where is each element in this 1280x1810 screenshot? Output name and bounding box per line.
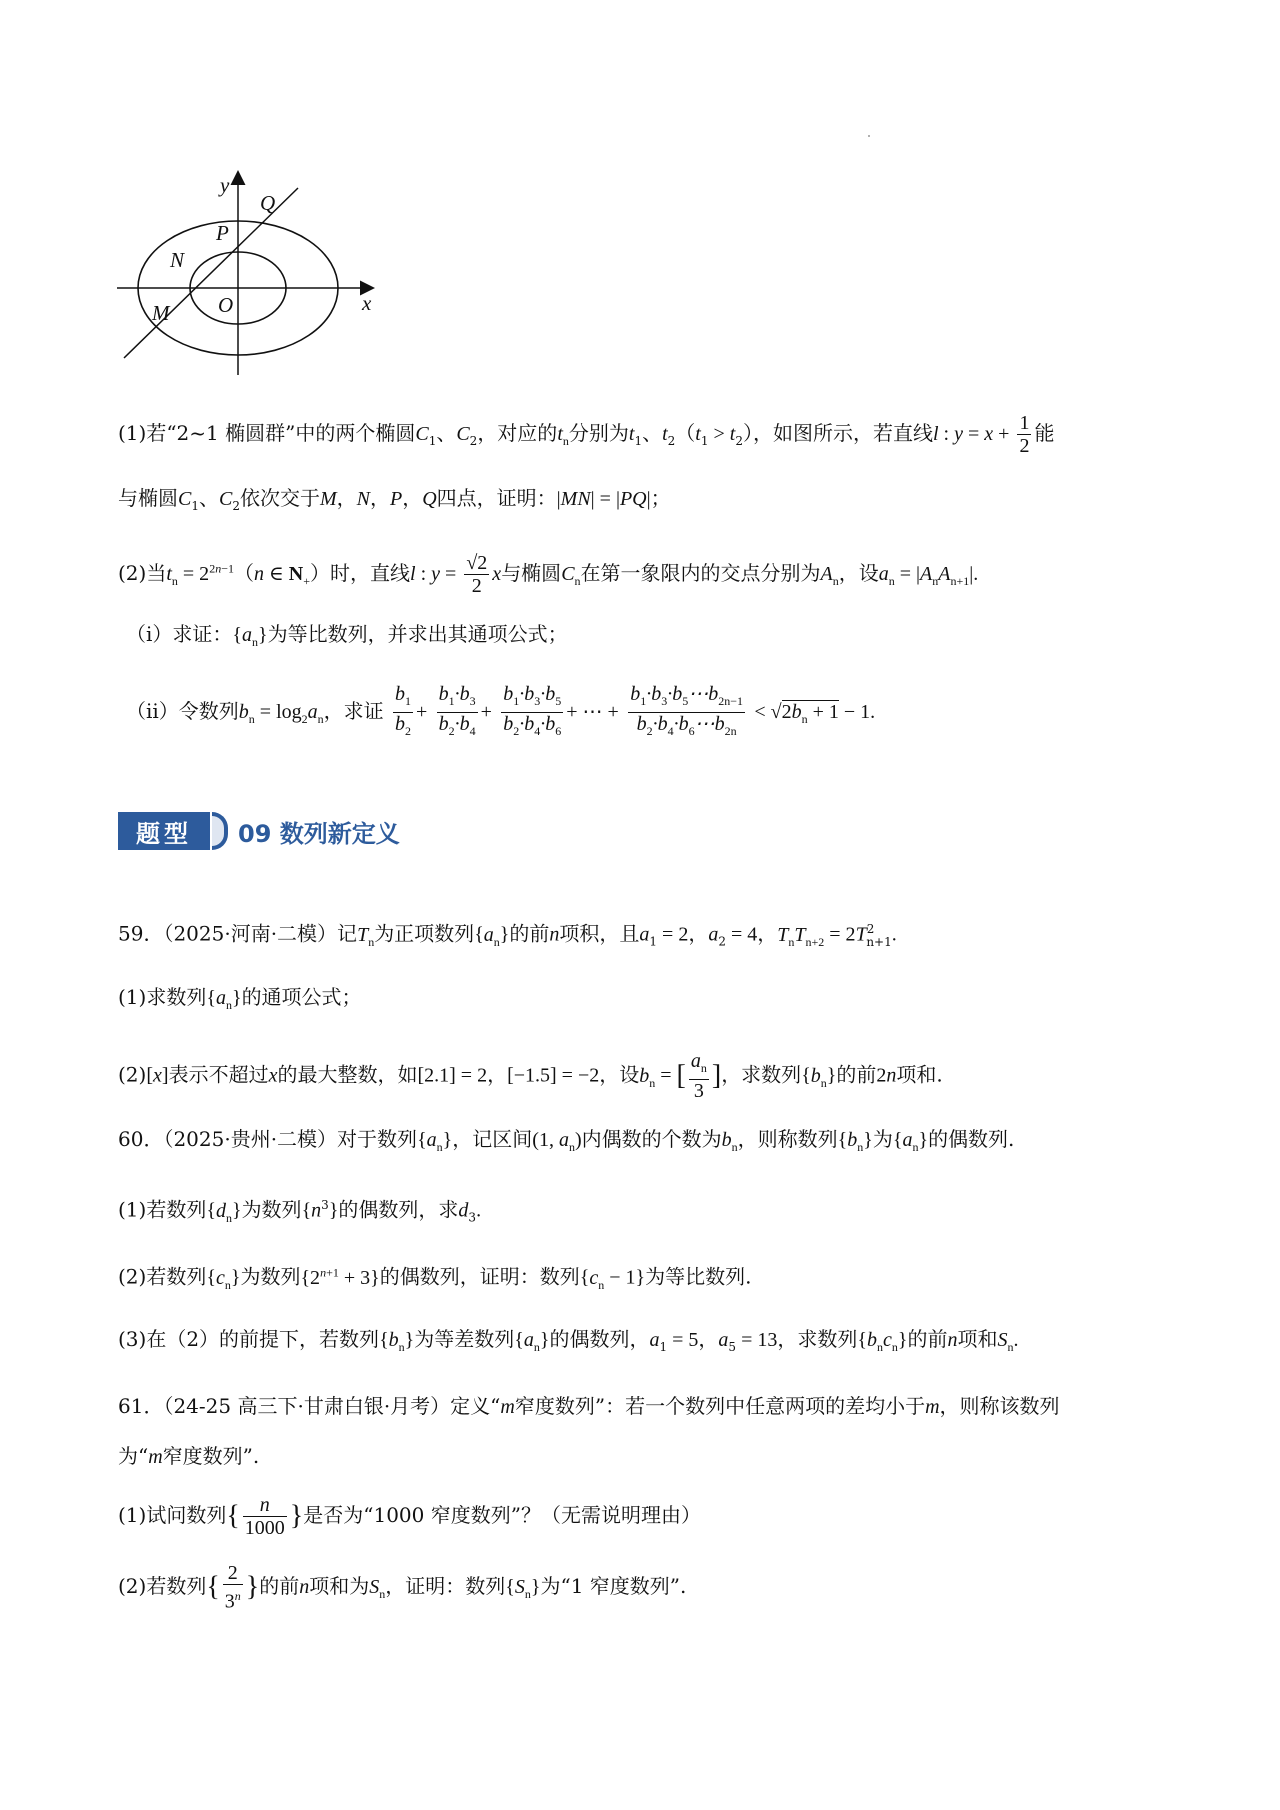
q60-part2: (2)若数列$\{c_n\}$为数列$\{2^{n+1} + 3\}$的偶数列，证明：数列$\{c_n - 1\}$为等比数列. bbox=[118, 1264, 752, 1292]
text: 的通项公式； bbox=[241, 985, 362, 1009]
text: 的前 bbox=[836, 1062, 877, 1087]
text: 为等差数列 bbox=[414, 1327, 515, 1351]
ellipse-figure bbox=[112, 170, 382, 380]
text: ，则称数列 bbox=[737, 1127, 838, 1151]
text: 项积，且 bbox=[559, 921, 640, 946]
text: (1)试问数列 bbox=[118, 1503, 227, 1527]
text: 依次交于 bbox=[239, 486, 320, 510]
text: 与椭圆 bbox=[501, 561, 562, 585]
text: （ bbox=[675, 421, 696, 445]
text: 是否为“1000 窄度数列”？（无需说明理由） bbox=[303, 1503, 701, 1527]
text: (1)若“2~1 椭圆群”中的两个椭圆 bbox=[118, 421, 416, 445]
text: 为“1 窄度数列”. bbox=[540, 1573, 687, 1598]
text: 的偶数列. bbox=[928, 1127, 1015, 1151]
text: 表示不超过 bbox=[168, 1062, 269, 1087]
text: （ bbox=[233, 561, 254, 585]
q59-part2: (2)[x]表示不超过x的最大整数，如[2.1] = 2，[−1.5] = −2，设$b_n$ = [ $\frac{a_n}{3}$ ]，求数列$\{b_n\}$的前2n项和. bbox=[118, 1050, 943, 1102]
text: 为数列 bbox=[241, 1197, 302, 1222]
text: 四点，证明： bbox=[436, 486, 557, 510]
text: 内偶数的个数为 bbox=[581, 1127, 722, 1151]
q59-part1: (1)求数列$\{a_n\}$的通项公式； bbox=[118, 985, 362, 1012]
text: 的最大整数，如 bbox=[277, 1062, 418, 1087]
q58-part2-ii: （ii）令数列$b_n = \log_2a_n$，求证 $\frac{b_1}{b_2}$ + $\frac{b_1\cdot b_3}{b_2\cdot b_4}$ + $\frac{b_1\cdot b_3\cdot b_5}{b_2\cdot b_4\cdot b_6}$ + ⋯ + $\frac{b_1\cdot b_3\cdot b_5\cdots b_{2n-1}}{b_2\cdot b_4\cdot b_6\cdots b_{2n}}$ < $√2b_n + 1 - 1$. bbox=[126, 683, 876, 738]
q58-part1-line2: 与椭圆$C_1$、$C_2$依次交于M，N，P，Q四点，证明：|MN| = |PQ|； bbox=[118, 486, 671, 513]
text: ，求证 bbox=[323, 699, 384, 723]
text: 能 bbox=[1034, 421, 1055, 445]
text: (2)当 bbox=[118, 561, 167, 585]
text: 窄度数列”：若一个数列中任意两项的差均小于 bbox=[514, 1394, 926, 1418]
text: （i）求证： bbox=[126, 622, 233, 646]
q60-part1: (1)若数列$\{d_n\}$为数列$\{n^3\}$的偶数列，求$d_3$. bbox=[118, 1197, 482, 1225]
q60-stem: 60．（2025·贵州·二模）对于数列$\{a_n\}$，记区间(1, $a_n$)内偶数的个数为$b_n$，则称数列$\{b_n\}$为$\{a_n\}$的偶数列. bbox=[118, 1127, 1015, 1154]
text: 为数列 bbox=[240, 1264, 301, 1289]
text: (2)若数列 bbox=[118, 1264, 207, 1289]
text: 项和为 bbox=[309, 1573, 370, 1598]
text: 60．（2025·贵州·二模）对于数列 bbox=[118, 1127, 418, 1151]
text: 为“ bbox=[118, 1444, 149, 1468]
stray-dot bbox=[868, 135, 870, 137]
text: 61．（24-25 高三下·甘肃白银·月考）定义“ bbox=[118, 1394, 501, 1418]
text: 的前 bbox=[259, 1573, 300, 1598]
text: ，求数列 bbox=[777, 1327, 858, 1351]
label-q: Q bbox=[260, 191, 276, 215]
text: （ii）令数列 bbox=[126, 699, 239, 723]
text: 59．（2025·河南·二模）记 bbox=[118, 921, 358, 946]
text: ），如图所示，若直线 bbox=[742, 421, 933, 445]
label-x: x bbox=[362, 291, 372, 315]
text: ，对应的 bbox=[477, 421, 558, 445]
section-header bbox=[118, 810, 400, 852]
text: ，设 bbox=[838, 561, 879, 585]
label-m: M bbox=[152, 301, 170, 325]
text: 的偶数列，证明：数列 bbox=[379, 1264, 580, 1289]
text: 为等比数列. bbox=[645, 1264, 752, 1289]
q61-stem-line1: 61．（24-25 高三下·甘肃白银·月考）定义“m窄度数列”：若一个数列中任意两项的差均小于m，则称该数列 bbox=[118, 1394, 1060, 1418]
q60-part3: (3)在（2）的前提下，若数列$\{b_n\}$为等差数列$\{a_n\}$的偶数列，$a_1 = 5$，$a_5 = 13$，求数列$\{b_nc_n\}$的前n项和$S_n$. bbox=[118, 1327, 1019, 1354]
text: (3)在（2）的前提下，若数列 bbox=[118, 1327, 380, 1351]
section-badge: 题型 bbox=[118, 812, 210, 850]
label-o: O bbox=[218, 293, 234, 317]
label-p: P bbox=[216, 221, 229, 245]
text: (2) bbox=[118, 1062, 147, 1087]
q61-part2: (2)若数列{ $\frac{2}{3^n}$ }的前n项和为$S_n$，证明：数列$\{S_n\}$为“1 窄度数列”. bbox=[118, 1562, 687, 1613]
q59-stem: 59．（2025·河南·二模）记$T_n$为正项数列$\{a_n\}$的前n项积，且$a_1 = 2$，$a_2 = 4$，$T_nT_{n+2} = 2T^2_{n+1}$. bbox=[118, 921, 897, 949]
text: 的前 bbox=[509, 921, 550, 946]
badge-curve-icon bbox=[212, 812, 228, 850]
text: (1)若数列 bbox=[118, 1197, 207, 1222]
text: 在第一象限内的交点分别为 bbox=[580, 561, 821, 585]
text: ，求数列 bbox=[721, 1062, 802, 1087]
text: 为正项数列 bbox=[374, 921, 475, 946]
text: 的偶数列，求 bbox=[338, 1197, 459, 1222]
q61-part1: (1)试问数列{ $\frac{n}{1000}$ }是否为“1000 窄度数列”？（无需说明理由） bbox=[118, 1494, 701, 1539]
text: 的前 bbox=[907, 1327, 948, 1351]
text: ，记区间 bbox=[452, 1127, 533, 1151]
text: ，设 bbox=[599, 1062, 640, 1087]
q58-part2-i: （i）求证：$\{a_n\}$为等比数列，并求出其通项公式； bbox=[126, 622, 568, 649]
text: 分别为 bbox=[568, 421, 629, 445]
text: 为等比数列，并求出其通项公式； bbox=[267, 622, 568, 646]
text: ）时，直线 bbox=[310, 561, 411, 585]
text: ，则称该数列 bbox=[939, 1394, 1060, 1418]
q58-part1-line1: (1)若“2~1 椭圆群”中的两个椭圆$C_1$、$C_2$，对应的$t_n$分别为$t_1$、$t_2(t_1 > t_2)$，如图所示，若直线l : y = x + $\frac{1}{2}$ 能 bbox=[118, 412, 1055, 457]
text: 窄度数列”. bbox=[162, 1444, 260, 1468]
text: ，证明：数列 bbox=[385, 1573, 506, 1598]
q58-part2: (2)当$t_n = 2^{2n-1}(n$ ∈ $N_+$）时，直线l : y = $\frac{√2}{2}$ x与椭圆$C_n$在第一象限内的交点分别为$A_n$，设$a_n = |A_nA_{n+1}|$. bbox=[118, 552, 979, 597]
text: 与椭圆 bbox=[118, 486, 178, 510]
ellipse-diagram bbox=[112, 170, 382, 380]
text: (1)求数列 bbox=[118, 985, 207, 1009]
section-title: 09 数列新定义 bbox=[238, 819, 400, 848]
q61-stem-line2: 为“m窄度数列”. bbox=[118, 1444, 260, 1468]
text: 项和. bbox=[896, 1062, 943, 1087]
text: 为 bbox=[872, 1127, 893, 1151]
text: 项和 bbox=[957, 1327, 998, 1351]
label-y: y bbox=[220, 173, 230, 197]
text: (2)若数列 bbox=[118, 1573, 207, 1598]
text: 的偶数列， bbox=[549, 1327, 650, 1351]
label-n: N bbox=[170, 248, 185, 272]
